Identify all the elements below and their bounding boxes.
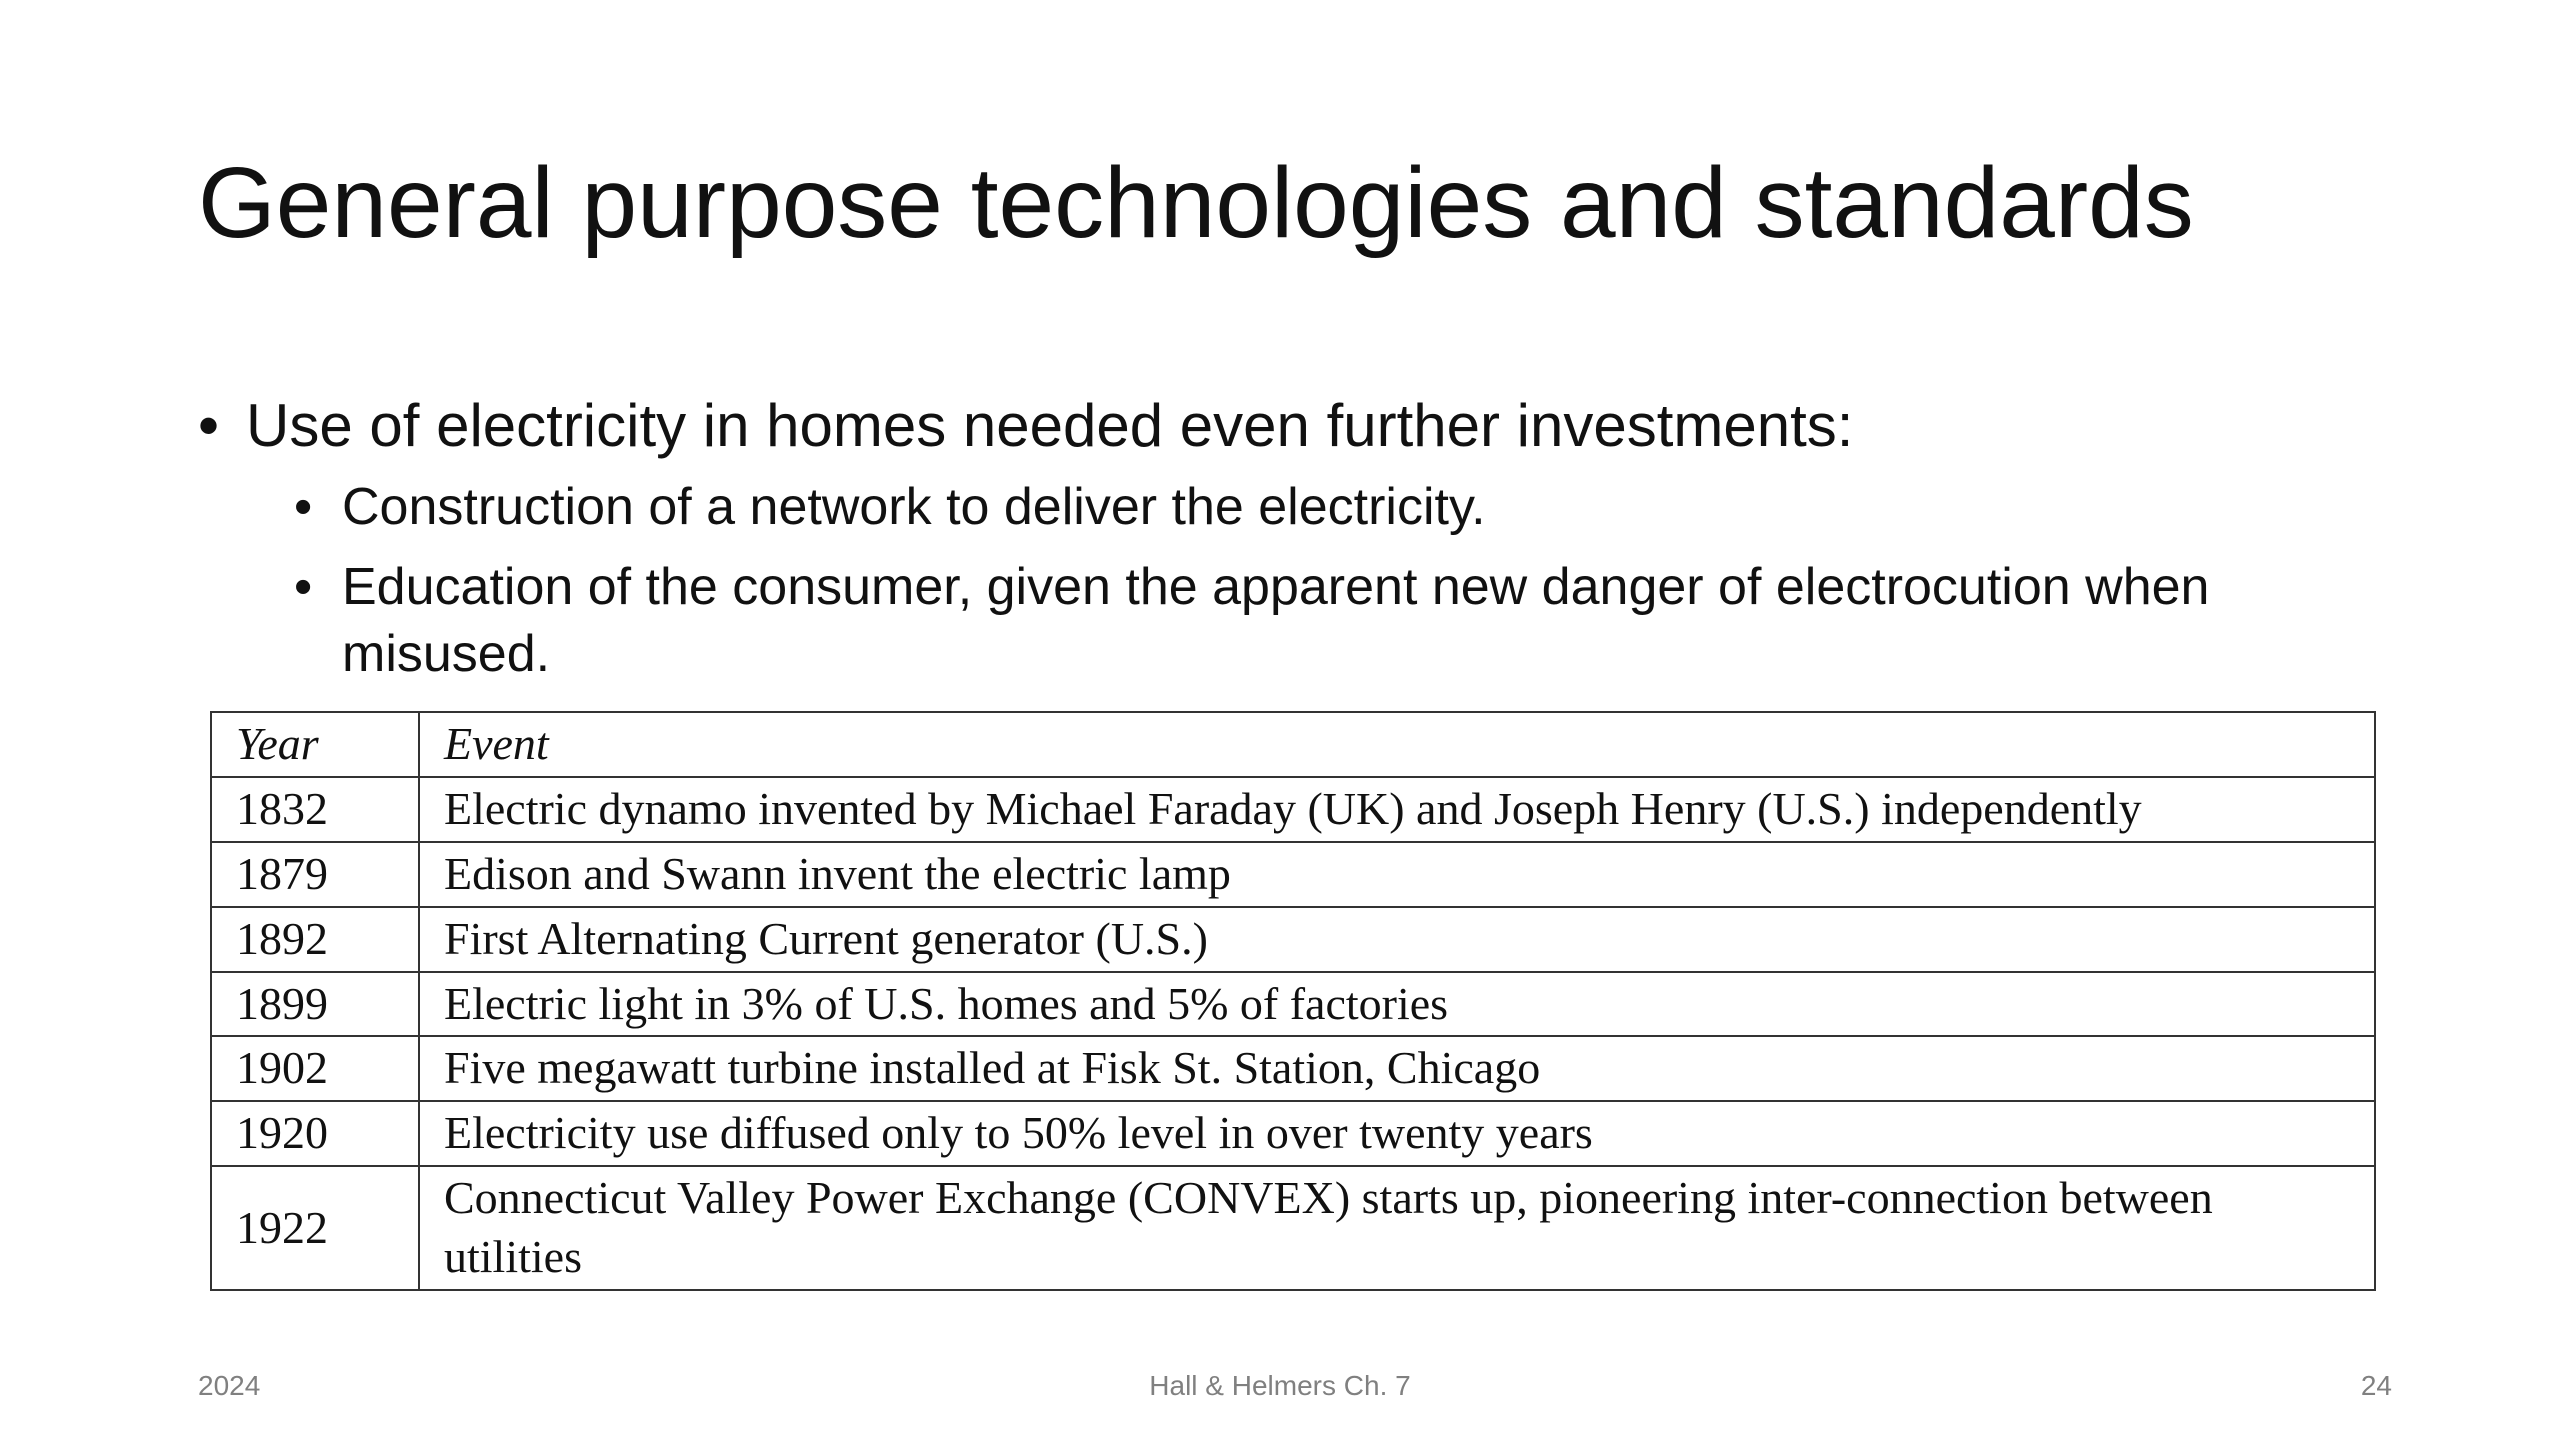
event-cell: Five megawatt turbine installed at Fisk St. Station, Chicago (419, 1036, 2375, 1101)
bullet-list (198, 390, 2398, 701)
header-event: Event (419, 712, 2375, 777)
sub-bullet-container (198, 474, 2398, 689)
year-cell: 1899 (211, 972, 419, 1037)
event-cell: Connecticut Valley Power Exchange (CONVEX) starts up, pioneering inter-connection between utilities (419, 1166, 2375, 1290)
year-cell: 1832 (211, 777, 419, 842)
table-row (211, 842, 2375, 907)
slide-title: General purpose technologies and standards (198, 147, 2194, 259)
sub-bullet-text: Education of the consumer, given the apparent new danger of electrocution when misused. (342, 557, 2210, 684)
sub-bullet-item (294, 554, 2398, 689)
footer-source: Hall & Helmers Ch. 7 (1149, 1370, 1411, 1401)
table-row (211, 972, 2375, 1037)
year-cell: 1922 (211, 1166, 419, 1290)
table-row (211, 1166, 2375, 1290)
footer-date: 2024 (198, 1370, 261, 1401)
year-cell: 1892 (211, 907, 419, 972)
table-row (211, 907, 2375, 972)
timeline-table-wrapper (210, 711, 2376, 1291)
header-year: Year (211, 712, 419, 777)
table-row (211, 1101, 2375, 1166)
footer-page-number: 24 (2360, 1370, 2392, 1401)
table-row (211, 1036, 2375, 1101)
event-cell: Electricity use diffused only to 50% level in over twenty years (419, 1101, 2375, 1166)
event-cell: Electric light in 3% of U.S. homes and 5% of factories (419, 972, 2375, 1037)
timeline-table (210, 711, 2376, 1291)
year-cell: 1902 (211, 1036, 419, 1101)
year-cell: 1879 (211, 842, 419, 907)
event-cell: Electric dynamo invented by Michael Faraday (UK) and Joseph Henry (U.S.) independently (419, 777, 2375, 842)
event-cell: Edison and Swann invent the electric lamp (419, 842, 2375, 907)
sub-bullet-text: Construction of a network to deliver the electricity. (342, 478, 1486, 536)
bullet-item (198, 390, 2398, 462)
sub-bullet-list (198, 474, 2398, 689)
sub-bullet-item (294, 474, 2398, 542)
event-cell: First Alternating Current generator (U.S.) (419, 907, 2375, 972)
year-cell: 1920 (211, 1101, 419, 1166)
table-row (211, 777, 2375, 842)
table-header-row (211, 712, 2375, 777)
bullet-text: Use of electricity in homes needed even further investments: (246, 392, 1854, 459)
